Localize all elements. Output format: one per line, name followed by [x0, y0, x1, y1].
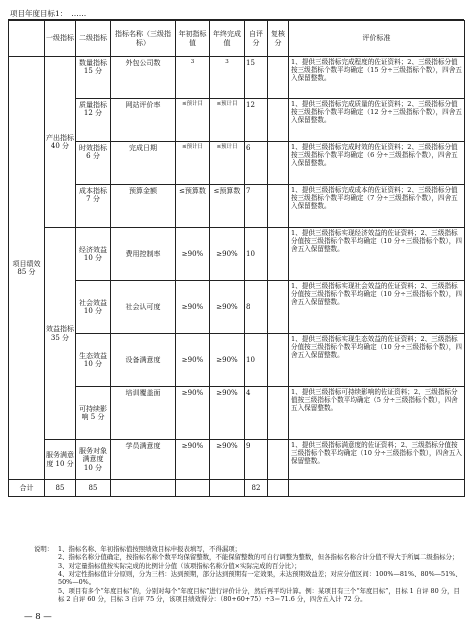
- final-value: ≥90%: [210, 281, 245, 334]
- evaluation-standard: 1、提供三级指标实现经济效益的佐证资料；2、三级指标分值按三级指标个数平均确定（10 分÷三级指标个数），四舍五入保留整数。: [289, 228, 465, 281]
- header-blank: [9, 21, 45, 57]
- indicator-name: 社会认可度: [111, 281, 176, 334]
- total-blank: [289, 480, 465, 497]
- review-score: [268, 281, 289, 334]
- evaluation-table: [8, 20, 465, 497]
- self-score: 10: [245, 334, 268, 387]
- review-score: [268, 99, 289, 142]
- note-row: [34, 562, 464, 570]
- notes-label: 说明：: [34, 545, 54, 553]
- note-item: 5、项目有多个“年度目标”的，分别对每个“年度目标”进行评价计分，然后再平均计算。例：某项目有三个“年度目标”，目标 1 自评 80 分，目标 2 自评 60 分，目标 3 自评 75 分，该项目绩效得分：（80+60+75）÷3＝71.6 分，四舍五入计 72 分。: [58, 586, 460, 603]
- self-score: 4: [245, 387, 268, 440]
- initial-value: ≥90%: [176, 281, 210, 334]
- final-value: ≤预计日: [210, 142, 245, 185]
- level2-cell: 服务对象满意度 10 分: [76, 440, 111, 480]
- performance-cell: [9, 57, 45, 480]
- annual-goal-line: [8, 8, 464, 20]
- total-row: [9, 480, 465, 497]
- final-value: 3: [210, 57, 245, 99]
- review-score: [268, 228, 289, 281]
- indicator-name: 学员满意度: [111, 440, 176, 480]
- table-row: [9, 99, 465, 142]
- initial-value: ≥90%: [176, 334, 210, 387]
- header-level1: 一级指标: [45, 21, 76, 57]
- final-value: ≤预算数: [210, 185, 245, 228]
- level2-cell: 成本指标 7 分: [76, 185, 111, 228]
- evaluation-standard: 1、提供三级指标完成质量的佐证资料；2、三级指标分值按三级指标个数平均确定（12 分÷三级指标个数），四舍五入保留整数。: [289, 99, 465, 142]
- header-self-score: 自评分: [245, 21, 268, 57]
- review-score: [268, 185, 289, 228]
- header-standard: 评价标准: [289, 21, 465, 57]
- evaluation-standard: 1、提供三级指标完成程度的佐证资料；2、三级指标分值按三级指标个数平均确定（15 分÷三级指标个数），四舍五入保留整数。: [289, 57, 465, 99]
- initial-value: 3: [176, 57, 210, 99]
- final-value: ≤预计目: [210, 99, 245, 142]
- table-row: [9, 185, 465, 228]
- annual-goal-value: ……: [71, 9, 87, 18]
- review-score: [268, 334, 289, 387]
- annual-goal-label: 项目年度目标1：: [10, 9, 68, 18]
- note-row: [34, 570, 464, 587]
- level2-cell: 经济效益 10 分: [76, 228, 111, 281]
- indicator-name: 完成日期: [111, 142, 176, 185]
- note-item: 2、指标名称分值确定，按指标名称个数平均保留整数，不能保留整数的可自行调整为整数，但各指标名称合计分值不得大于所属二级指标分；: [58, 553, 459, 562]
- evaluation-standard: 1、提供三级指标可持续影响的佐证资料；2、三级指标分值按三级指标个数平均确定（5 分÷三级指标个数），四舍五入保留整数。: [289, 387, 465, 440]
- initial-value: ≥90%: [176, 228, 210, 281]
- total-label: 合计: [9, 480, 45, 497]
- final-value: ≥90%: [210, 440, 245, 480]
- page-number: — 8 —: [24, 612, 52, 622]
- final-value: ≥90%: [210, 387, 245, 440]
- header-level2: 二级指标: [76, 21, 111, 57]
- evaluation-standard: 1、提供三级指标实现社会效益的佐证资料；2、三级指标分值按三级指标个数平均确定（10 分÷三级指标个数），四舍五入保留整数。: [289, 281, 465, 334]
- table-row: [9, 334, 465, 387]
- self-score: 10: [245, 228, 268, 281]
- indicator-name: 培训覆盖面: [111, 387, 176, 440]
- evaluation-standard: 1、提供三级指标满意度的佐证资料；2、三级指标分值按三级指标个数平均确定（10 分÷三级指标个数），四舍五入保留整数。: [289, 440, 465, 480]
- table-row: [9, 228, 465, 281]
- header-initial: 年初指标值: [176, 21, 210, 57]
- self-score: 7: [245, 185, 268, 228]
- note-row: [34, 587, 464, 604]
- header-row: [9, 21, 465, 57]
- total-self-score: 82: [245, 480, 268, 497]
- total-level2: 85: [76, 480, 111, 497]
- indicator-name: 预算金额: [111, 185, 176, 228]
- notes-section: [34, 545, 464, 603]
- level2-cell: 数量指标 15 分: [76, 57, 111, 99]
- self-score: 9: [245, 440, 268, 480]
- level2-cell: 生态效益 10 分: [76, 334, 111, 387]
- indicator-name: 外包公司数: [111, 57, 176, 99]
- note-item: 3、对定量指标值按实际完成的比例计分值（该项指标名称分值×实际完成的百分比）；: [58, 561, 301, 570]
- table-row: [9, 281, 465, 334]
- final-value: ≥90%: [210, 228, 245, 281]
- level2-cell: 社会效益 10 分: [76, 281, 111, 334]
- initial-value: ≤预算数: [176, 185, 210, 228]
- final-value: ≥90%: [210, 334, 245, 387]
- level2-cell: 时效指标 6 分: [76, 142, 111, 185]
- level2-cell: 质量指标 12 分: [76, 99, 111, 142]
- review-score: [268, 142, 289, 185]
- header-final: 年终完成值: [210, 21, 245, 57]
- total-blank: [268, 480, 289, 497]
- initial-value: ≤预计目: [176, 99, 210, 142]
- initial-value: ≤预计日: [176, 142, 210, 185]
- total-blank: [176, 480, 210, 497]
- total-blank: [111, 480, 176, 497]
- total-blank: [210, 480, 245, 497]
- evaluation-standard: 1、提供三级指标完成成本的佐证资料；2、三级指标分值按三级指标个数平均确定（7 分÷三级指标个数），四舍五入保留整数。: [289, 185, 465, 228]
- table-row: [9, 387, 465, 440]
- review-score: [268, 387, 289, 440]
- performance-label: 项目绩效: [12, 259, 41, 268]
- performance-score: 85 分: [17, 268, 36, 276]
- initial-value: ≥90%: [176, 387, 210, 440]
- table-row: [9, 440, 465, 480]
- evaluation-standard: 1、提供三级指标完成时效的佐证资料；2、三级指标分值按三级指标个数平均确定（6 分÷三级指标个数），四舍五入保留整数。: [289, 142, 465, 185]
- header-name: 指标名称（三级指标）: [111, 21, 176, 57]
- review-score: [268, 57, 289, 99]
- initial-value: ≥90%: [176, 440, 210, 480]
- indicator-name: 设备满意度: [111, 334, 176, 387]
- header-review-score: 复核分: [268, 21, 289, 57]
- self-score: 15: [245, 57, 268, 99]
- self-score: 8: [245, 281, 268, 334]
- level2-cell: 可持续影响 5 分: [76, 387, 111, 440]
- indicator-name: 费用控制率: [111, 228, 176, 281]
- output-indicator: 产出指标 40 分: [45, 57, 76, 228]
- self-score: 6: [245, 142, 268, 185]
- benefit-indicator: 效益指标 35 分: [45, 228, 76, 440]
- table-row: [9, 57, 465, 99]
- note-row: [34, 553, 464, 561]
- note-item: 1、指标名称、年初指标值按照绩效目标申报表填写，不得漏项；: [58, 545, 242, 553]
- indicator-name: 网站评价率: [111, 99, 176, 142]
- evaluation-standard: 1、提供三级指标实现生态效益的佐证资料；2、三级指标分值按三级指标个数平均确定（10 分÷三级指标个数），四舍五入保留整数。: [289, 334, 465, 387]
- service-indicator: 服务满意度 10 分: [45, 440, 76, 480]
- table-row: [9, 142, 465, 185]
- self-score: 12: [245, 99, 268, 142]
- note-item: 4、对定性指标值计分原则，分为三档：达到预期，部分达到预期有一定效果，未达预期效益差；对应分值区间：100%—81%、80%—51%、50%—0%。: [58, 569, 462, 587]
- review-score: [268, 440, 289, 480]
- total-level1: 85: [45, 480, 76, 497]
